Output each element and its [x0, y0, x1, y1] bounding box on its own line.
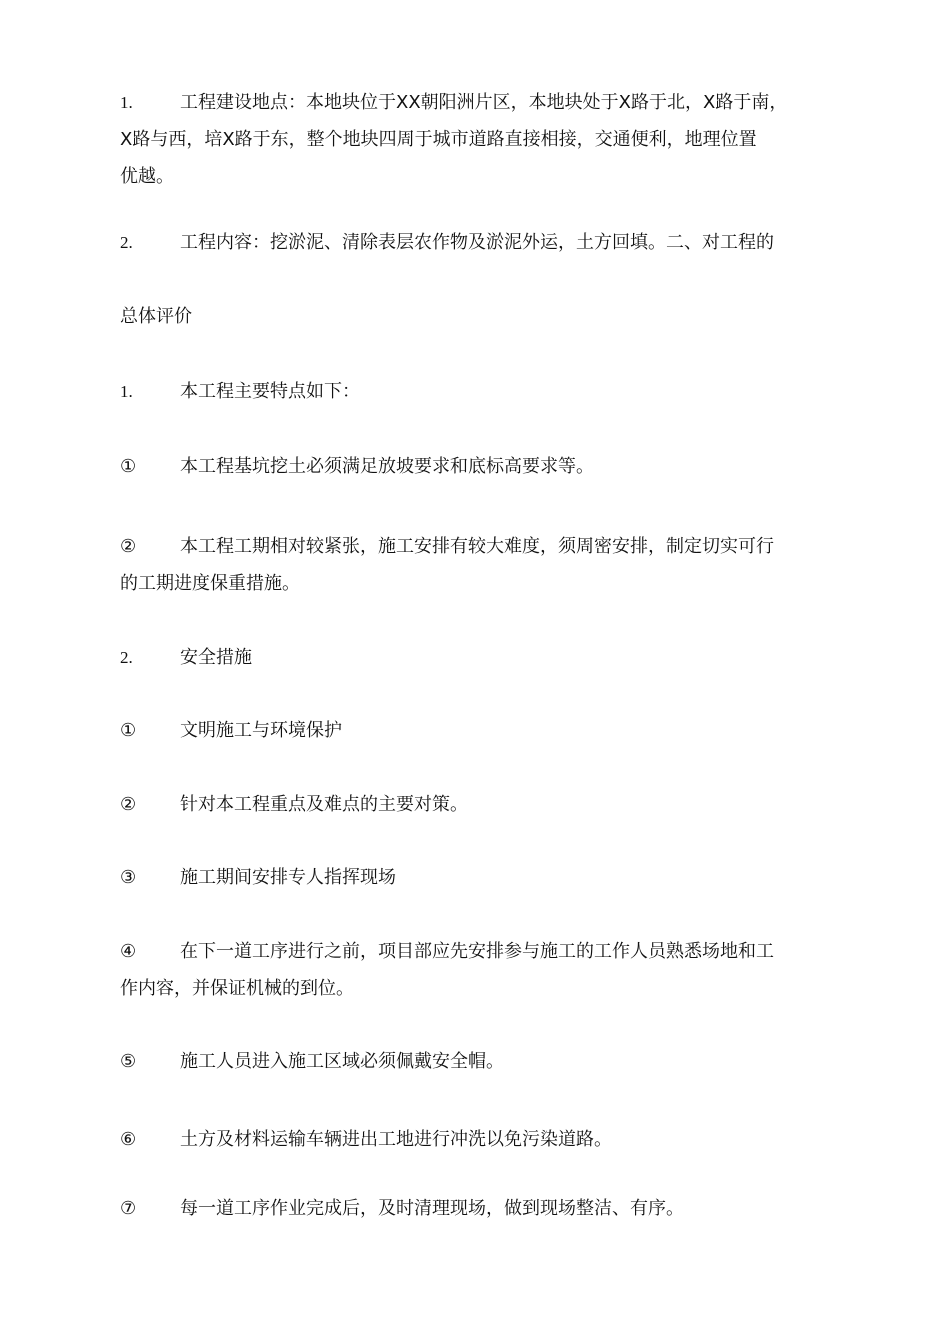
paragraph-line: [120, 298, 840, 335]
list-marker: ⑥: [120, 1129, 137, 1150]
paragraph-line: [120, 121, 840, 158]
list-marker: 1.: [120, 382, 133, 401]
paragraph-text: 优越。: [120, 166, 174, 187]
paragraph-text: 文明施工与环境保护: [180, 720, 342, 741]
paragraph-line: [120, 448, 840, 485]
paragraph-safety-1: [120, 712, 840, 749]
paragraph-safety: [120, 639, 840, 676]
paragraph-evaluation-heading: [120, 298, 840, 335]
paragraph-line: [120, 84, 840, 121]
paragraph-safety-7: [120, 1190, 840, 1227]
paragraph-line: [120, 1043, 840, 1080]
paragraph-text: 在下一道工序进行之前，项目部应先安排参与施工的工作人员熟悉场地和工: [180, 941, 774, 962]
paragraph-text: 每一道工序作业完成后，及时清理现场，做到现场整洁、有序。: [180, 1198, 684, 1219]
paragraph-text: X路与西，培X路于东，整个地块四周于城市道路直接相接，交通便利，地理位置: [120, 129, 757, 150]
paragraph-line: [120, 565, 840, 602]
paragraph-safety-6: [120, 1121, 840, 1158]
paragraph-safety-3: [120, 859, 840, 896]
paragraph-line: [120, 373, 840, 410]
list-marker: ①: [120, 456, 137, 477]
list-marker: ⑦: [120, 1198, 137, 1219]
list-marker: ②: [120, 536, 137, 557]
paragraph-line: [120, 224, 840, 261]
list-marker: ①: [120, 720, 137, 741]
paragraph-line: [120, 1190, 840, 1227]
paragraph-text: 总体评价: [120, 306, 192, 327]
paragraph-features: [120, 373, 840, 410]
paragraph-safety-5: [120, 1043, 840, 1080]
paragraph-safety-2: [120, 786, 840, 823]
paragraph-line: [120, 859, 840, 896]
paragraph-text: 施工期间安排专人指挥现场: [180, 867, 396, 888]
paragraph-text: 本工程基坑挖土必须满足放坡要求和底标高要求等。: [180, 456, 594, 477]
paragraph-text: 工程内容：挖淤泥、清除表层农作物及淤泥外运，土方回填。二、对工程的: [180, 232, 774, 253]
paragraph-text: 施工人员进入施工区域必须佩戴安全帽。: [180, 1051, 504, 1072]
list-marker: ⑤: [120, 1051, 137, 1072]
paragraph-line: [120, 933, 840, 970]
paragraph-text: 本工程工期相对较紧张，施工安排有较大难度，须周密安排，制定切实可行: [180, 536, 774, 557]
paragraph-text: 针对本工程重点及难点的主要对策。: [180, 794, 468, 815]
paragraph-text: 土方及材料运输车辆进出工地进行冲洗以免污染道路。: [180, 1129, 612, 1150]
list-marker: ④: [120, 941, 137, 962]
list-marker: ②: [120, 794, 137, 815]
paragraph-text: 本工程主要特点如下：: [180, 381, 360, 402]
list-marker: 1.: [120, 93, 133, 112]
paragraph-feature-1: [120, 448, 840, 485]
paragraph-location: [120, 84, 840, 195]
paragraph-line: [120, 970, 840, 1007]
paragraph-line: [120, 158, 840, 195]
paragraph-feature-2: [120, 528, 840, 602]
paragraph-text: 的工期进度保重措施。: [120, 573, 300, 594]
list-marker: ③: [120, 867, 137, 888]
paragraph-text: 工程建设地点：本地块位于XX朝阳洲片区，本地块处于X路于北，X路于南，: [180, 92, 788, 113]
paragraph-line: [120, 528, 840, 565]
paragraph-line: [120, 712, 840, 749]
list-marker: 2.: [120, 233, 133, 252]
paragraph-line: [120, 639, 840, 676]
paragraph-line: [120, 1121, 840, 1158]
list-marker: 2.: [120, 648, 133, 667]
paragraph-text: 作内容，并保证机械的到位。: [120, 978, 354, 999]
paragraph-line: [120, 786, 840, 823]
paragraph-safety-4: [120, 933, 840, 1007]
paragraph-content: [120, 224, 840, 261]
paragraph-text: 安全措施: [180, 647, 252, 668]
